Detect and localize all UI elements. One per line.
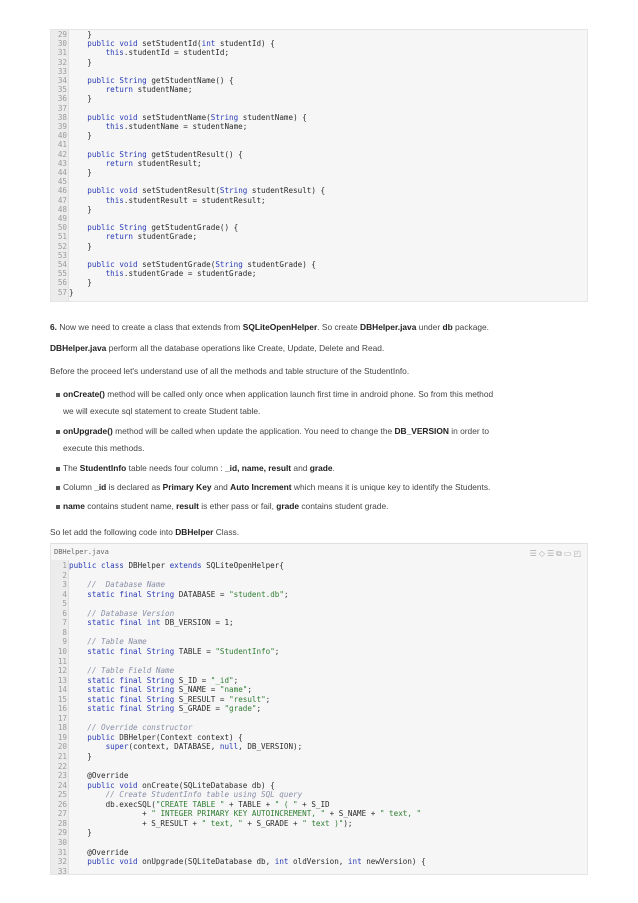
code-line [51,819,581,829]
line-number: 16 [57,704,67,714]
code-text: @Override [69,771,129,781]
line-number: 37 [57,103,67,113]
code-line [51,609,581,619]
line-number: 46 [57,186,67,196]
code-line [51,599,581,609]
bullet-text: method will be called only once when application launch first time in android phone. So from this method [104,389,494,399]
code-text: public void setStudentName(String studentName) { [87,112,307,122]
bullet-text: contains student grade. [299,501,389,511]
view-source-icon[interactable]: ◇ [538,549,547,558]
line-number: 12 [57,666,67,676]
bullet-text: is declared as [106,482,163,492]
line-number: 29 [57,828,67,838]
dbhelper-description [50,342,590,354]
code-text: } [69,131,92,141]
line-number: 22 [57,761,67,771]
bullet-text: table needs four column : [126,463,225,473]
code-line [51,762,581,772]
code-line [51,269,581,278]
code-line [51,867,581,877]
code-line [51,30,581,39]
line-number: 19 [57,732,67,742]
paragraph-text: Class. [213,527,240,537]
line-number: 31 [57,847,67,857]
bullet-square-icon [56,467,60,471]
line-number: 14 [57,685,67,695]
line-number: 50 [57,223,67,233]
bullet-onupgrade [63,423,583,457]
code-text: static final int DB_VERSION = 1; [87,618,234,628]
code-block-student [50,29,588,302]
code-text: public void onCreate(SQLiteDatabase db) { [87,780,275,790]
key-type: Primary Key [162,482,212,492]
code-line [51,657,581,667]
line-number: 33 [57,66,67,76]
code-line [51,278,581,287]
code-line [51,288,581,297]
file-name: DBHelper.java [360,322,417,332]
line-number: 20 [57,742,67,752]
file-name: DBHelper.java [50,343,107,353]
bullet-table-columns [63,460,583,477]
code-text: // Database Version [87,608,175,618]
wrap-icon[interactable]: ☰ [529,549,539,558]
code-line [51,571,581,581]
line-number: 31 [57,48,67,58]
column-names: _id, name, result [225,463,292,473]
line-number: 42 [57,149,67,159]
code-line [51,580,581,590]
line-number: 6 [62,608,67,618]
print-icon[interactable]: ☰ [546,549,557,558]
code-text: this.studentName = studentName; [105,122,248,131]
code-line [51,704,581,714]
code-line [51,186,581,195]
code-line [51,251,581,260]
bullet-text: Column [63,482,95,492]
code-line [51,177,581,186]
line-number: 44 [57,168,67,177]
code-text: public void onUpgrade(SQLiteDatabase db, int oldVersion, int newVersion) { [87,857,426,867]
line-number: 7 [62,618,67,628]
line-number: 45 [57,177,67,187]
line-number: 26 [57,799,67,809]
line-number: 2 [62,570,67,580]
code-text: public String getStudentResult() { [87,149,243,159]
step-text: . So create [317,322,361,332]
line-number: 36 [57,94,67,104]
code-line [51,781,581,791]
line-number: 25 [57,790,67,800]
line-number: 3 [62,580,67,590]
code-text: } [69,30,92,39]
bullet-text: The [63,463,80,473]
bullet-text: and [291,463,310,473]
column-name: grade [309,463,333,473]
code-line [51,223,581,232]
code-text: @Override [69,847,129,857]
line-number: 24 [57,780,67,790]
code-line [51,800,581,810]
code-text: this.studentResult = studentResult; [105,195,266,205]
code-header [51,544,587,559]
code-line [51,168,581,177]
code-line [51,561,581,571]
bullet-text: is ether pass or fail, [198,501,277,511]
method-name: onCreate() [63,389,105,399]
add-code-paragraph [50,526,590,538]
bullet-text: . [332,463,335,473]
class-name: SQLiteOpenHelper [242,322,318,332]
code-line [51,104,581,113]
bullet-id-column [63,479,583,496]
code-line [51,260,581,269]
code-text: // Table Field Name [87,666,175,676]
code-line [51,666,581,676]
code-line [51,628,581,638]
code-line [51,67,581,76]
code-line [51,85,581,94]
code-line [51,113,581,122]
code-text: } [69,57,92,67]
line-number: 30 [57,837,67,847]
code-line [51,232,581,241]
line-number: 17 [57,713,67,723]
line-number: 52 [57,241,67,251]
step-text: under [416,322,443,332]
line-number: 1 [62,561,67,570]
code-line [51,196,581,205]
bullet-square-icon [56,486,60,490]
code-text: this.studentId = studentId; [105,48,230,58]
code-text: } [69,241,92,251]
line-number: 47 [57,195,67,205]
code-line [51,685,581,695]
line-number: 57 [57,287,67,297]
bullet-square-icon [56,393,60,397]
code-filename: DBHelper.java [54,548,109,556]
code-text: } [69,94,92,104]
code-text: // Database Name [87,580,166,590]
bullet-square-icon [56,430,60,434]
line-number: 13 [57,675,67,685]
package-name: db [442,322,453,332]
line-number: 43 [57,158,67,168]
code-text: + " INTEGER PRIMARY KEY AUTOINCREMENT, " + S_NAME + " text, " [69,809,422,819]
line-number: 54 [57,260,67,269]
line-number: 33 [57,866,67,876]
code-line [51,695,581,705]
code-line [51,242,581,251]
code-text: static final String TABLE = "StudentInfo"; [87,646,280,656]
line-number: 18 [57,723,67,733]
code-toolbar [530,549,583,559]
bullet-square-icon [56,505,60,509]
code-text: } [69,278,92,288]
step-text: package. [452,322,490,332]
code-text: static final String S_GRADE = "grade"; [87,704,262,714]
code-text: this.studentGrade = studentGrade; [105,269,257,279]
step-6-paragraph [50,321,590,333]
paragraph-text: perform all the database operations like Create, Update, Delete and Read. [106,343,385,353]
line-number: 27 [57,809,67,819]
code-text: } [69,287,74,297]
code-line [51,838,581,848]
code-text: } [69,204,92,214]
line-number: 21 [57,752,67,761]
code-text: } [69,752,92,761]
paragraph-text: So let add the following code into [50,527,176,537]
line-number: 48 [57,204,67,214]
line-number: 51 [57,232,67,242]
bullet-text: in order to [448,426,489,436]
code-line [51,618,581,628]
line-number: 10 [57,646,67,656]
line-number: 8 [62,627,67,637]
code-line [51,714,581,724]
line-number: 53 [57,250,67,260]
intro-paragraph [50,365,590,377]
code-text: public DBHelper(Context context) { [87,732,243,742]
line-number: 56 [57,278,67,288]
bullet-text: execute this methods. [63,443,145,453]
code-text: static final String S_RESULT = "result"; [87,694,271,704]
code-text: } [69,168,92,177]
code-text: static final String S_ID = "_id"; [87,675,239,685]
code-line [51,733,581,743]
code-line [51,214,581,223]
line-number: 15 [57,694,67,704]
code-text: db.execSQL("CREATE TABLE " + TABLE + " ( " + S_ID [69,799,330,809]
code-line [51,828,581,838]
code-text: public void setStudentGrade(String studentGrade) { [87,260,316,269]
code-line [51,159,581,168]
code-line [51,140,581,149]
code-line [51,676,581,686]
popup-icon[interactable]: ▭ [563,549,574,558]
bullet-text: method will be called when update the application. You need to change the [112,426,395,436]
step-number: 6. [50,322,57,332]
step-text: Now we need to create a class that extends from [57,322,243,332]
bullet-text: we will execute sql statement to create Student table. [63,406,261,416]
line-number: 34 [57,76,67,85]
code-line [51,94,581,103]
line-number: 5 [62,599,67,609]
code-text: public void setStudentId(int studentId) { [87,39,275,49]
code-text: public String getStudentName() { [87,76,234,85]
code-line [51,76,581,85]
code-text: return studentResult; [105,158,202,168]
line-number: 29 [57,30,67,39]
column-name: grade [276,501,300,511]
column-name: name [63,501,85,511]
code-text: public class DBHelper extends SQLiteOpenHelper{ [69,561,284,570]
code-line [51,647,581,657]
code-text: static final String S_NAME = "name"; [87,685,252,695]
column-name: result [176,501,199,511]
code-text: // Create StudentInfo table using SQL query [105,790,303,800]
code-text: return studentName; [105,85,193,95]
code-line [51,771,581,781]
code-line [51,122,581,131]
code-line [51,58,581,67]
fullscreen-icon[interactable]: ◰ [573,549,583,558]
constant-name: DB_VERSION [394,426,449,436]
code-line [51,723,581,733]
code-line [51,39,581,48]
code-line [51,809,581,819]
code-text: public String getStudentGrade() { [87,223,239,233]
code-text: // Table Name [87,637,147,647]
code-text: // Override constructor [87,723,193,733]
code-line [51,150,581,159]
code-text: static final String DATABASE = "student.db"; [87,589,289,599]
bullet-text: which means it is unique key to identify the Students. [291,482,491,492]
line-number: 32 [57,857,67,867]
line-number: 49 [57,214,67,223]
line-number: 40 [57,131,67,141]
line-number: 30 [57,39,67,49]
line-number: 9 [62,637,67,647]
code-line [51,590,581,600]
line-number: 55 [57,269,67,279]
class-name: DBHelper [175,527,214,537]
code-line [51,742,581,752]
bullet-text: and [211,482,231,492]
line-number: 23 [57,771,67,781]
code-text: super(context, DATABASE, null, DB_VERSION); [105,742,303,752]
code-line [51,205,581,214]
bullet-text: contains student name, [84,501,177,511]
code-line [51,752,581,762]
code-line [51,790,581,800]
paragraph-text: Before the proceed let's understand use of all the methods and table structure of the StudentInfo. [50,366,410,376]
copy-icon[interactable]: ⧉ [556,549,564,558]
line-number: 11 [57,656,67,666]
method-name: onUpgrade() [63,426,113,436]
line-number: 4 [62,589,67,599]
line-number: 41 [57,140,67,150]
line-number: 35 [57,85,67,95]
code-text: public void setStudentResult(String studentResult) { [87,186,326,196]
line-number: 28 [57,818,67,828]
code-line [51,131,581,140]
line-number: 32 [57,57,67,67]
code-text: + S_RESULT + " text, " + S_GRADE + " text )"); [69,818,353,828]
line-number: 38 [57,112,67,122]
column-name: _id [94,482,107,492]
code-text: } [69,828,92,838]
code-line [51,48,581,57]
code-line [51,848,581,858]
code-line [51,857,581,867]
key-type: Auto Increment [230,482,292,492]
line-number: 39 [57,122,67,131]
bullet-oncreate [63,386,583,420]
table-name: StudentInfo [79,463,127,473]
code-text: return studentGrade; [105,232,198,242]
code-line [51,637,581,647]
bullet-other-columns [63,498,583,515]
code-block-dbhelper [50,543,588,875]
